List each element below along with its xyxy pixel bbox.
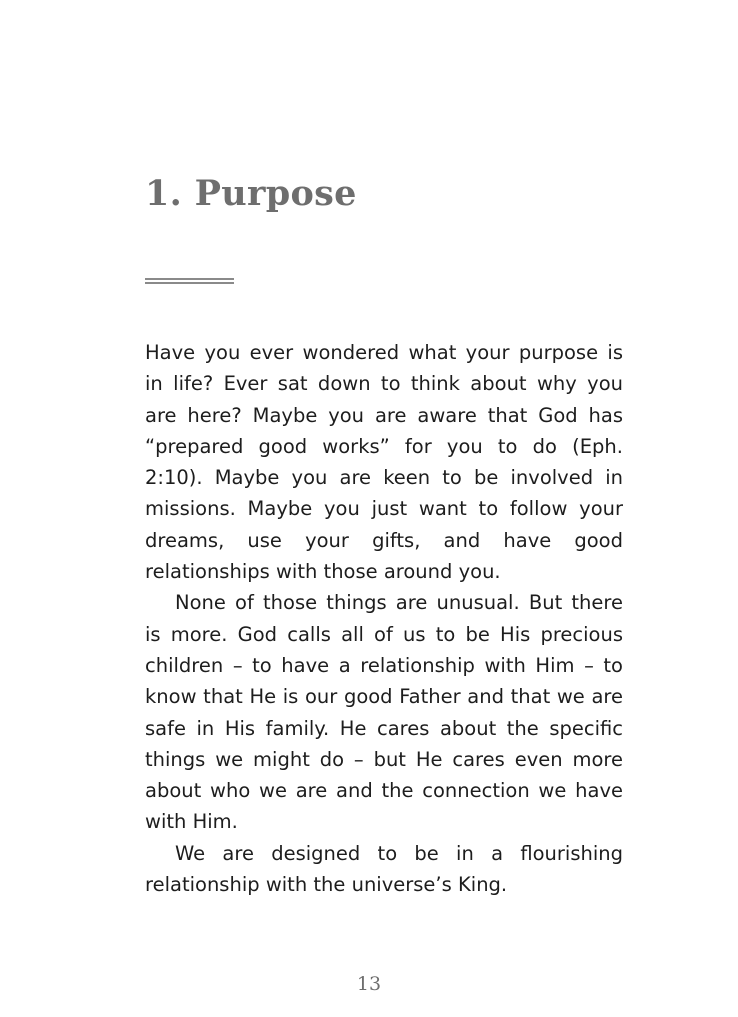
chapter-title: 1. Purpose — [145, 173, 357, 214]
body-paragraph: We are designed to be in a flourishing relationship with the universe’s King. — [145, 841, 623, 897]
chapter-body — [145, 337, 623, 900]
page-number: 13 — [356, 973, 382, 995]
body-paragraph: Have you ever wondered what your purpose is in life? Ever sat down to think about why you are here? Maybe you are aware that God has “prepared good works” for you to do (Eph. 2:10). Maybe you are keen to be involved in missions. Maybe you just want to follow your dreams, use your gifts, and have good relationships with those around you. — [145, 341, 623, 584]
body-paragraph: None of those things are unusual. But there is more. God calls all of us to be His precious children – to have a relationship with Him – to know that He is our good Father and that we are safe in His family. He cares about the specific things we might do – but He cares even more about who we are and the connection we have with Him. — [145, 591, 623, 834]
title-double-rule — [145, 278, 234, 284]
